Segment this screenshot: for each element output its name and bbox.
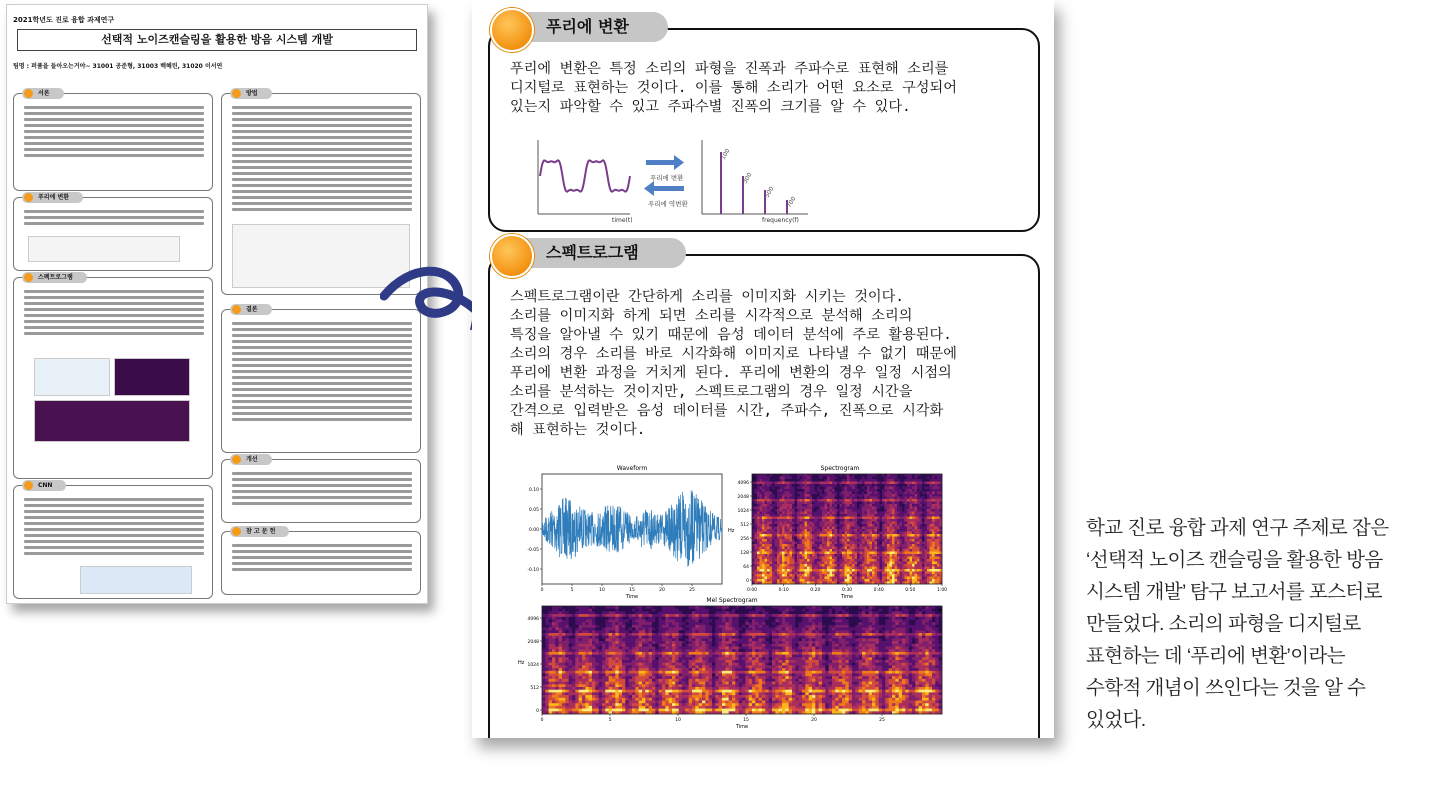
- tick-label: 2048: [527, 639, 539, 645]
- poster-tab-cnn: CNN: [22, 480, 66, 491]
- tick-label: 0.00: [528, 527, 539, 533]
- spectrogram-tab-dot: [490, 234, 534, 278]
- tick-label: 0: [536, 708, 539, 714]
- tick-label: 15: [629, 588, 635, 593]
- mel-ylabel: Hz: [518, 660, 525, 666]
- poster-fourier-image: [28, 236, 180, 262]
- poster-tab-result: 결론: [230, 304, 272, 315]
- tick-label: 0:30: [841, 588, 853, 593]
- poster-section-reflection: [221, 456, 421, 523]
- tick-label: 20: [811, 718, 817, 723]
- spectrogram-ylabel: Hz: [728, 528, 735, 534]
- time-axis-label: time(t): [612, 217, 633, 224]
- tick-label: 0.10: [528, 487, 539, 493]
- waveform-xlabel: Time: [625, 594, 639, 600]
- poster-spectrogram-image: [114, 358, 190, 396]
- tick-label: 256: [740, 536, 749, 542]
- poster-team: 팀명 : 퍼퓸을 들아오는거야~ 31001 공준형, 31003 백혜린, 31020 이서연: [13, 63, 223, 70]
- mel-title: Mel Spectrogram: [706, 597, 758, 604]
- freq-bar-label: 100: [719, 147, 732, 161]
- tick-label: 5: [608, 718, 612, 723]
- poster-section-references: [221, 528, 421, 595]
- tick-label: 1:00: [936, 588, 948, 593]
- tick-label: 4096: [527, 616, 539, 622]
- poster-title: 선택적 노이즈캔슬링을 활용한 방음 시스템 개발: [17, 29, 417, 51]
- tick-label: 5: [570, 588, 574, 593]
- poster-section-spectrogram: [13, 274, 213, 479]
- poster-header: 2021학년도 진로 융합 과제연구: [13, 16, 115, 24]
- spectrogram-text: 스펙트로그램이란 간단하게 소리를 이미지화 시키는 것이다. 소리를 이미지화 하게 되면 소리를 시각적으로 분석해 소리의 특징을 알아낼 수 있기 때문에 음성 데이터 분석에 주로 활용된다. 소리의 경우 소리를 바로 시각화해 이미지로 나타낼 수 없기 때문에 푸리에 변환 과정을 거치게 된다. 푸리에 변환의 경우 일정 시점의 소리를 분석하는 것이지만, 스펙트로그램의 경우 일정 시간을 간격으로 입력받은 음성 데이터를 시간, 주파수, 진폭으로 시각화 해 표현하는 것이다.: [510, 289, 957, 438]
- poster-tab-spectrogram: 스펙트로그램: [22, 272, 87, 283]
- caption-text: 학교 진로 융합 과제 연구 주제로 잡은 ‘선택적 노이즈 캔슬링을 활용한 방음 시스템 개발’ 탐구 보고서를 포스터로 만들었다. 소리의 파형을 디지털로 표현하는 데 ‘푸리에 변환’이라는 수학적 개념이 쓰인다는 것을 알 수 있었다.: [1086, 517, 1389, 731]
- fourier-diagram: [532, 136, 1012, 226]
- poster-tab-fourier: 푸리에 변환: [22, 192, 83, 203]
- poster-mel-image: [34, 400, 190, 442]
- tick-label: 15: [743, 718, 749, 723]
- inverse-transform-label: 푸리에 역변환: [648, 200, 688, 208]
- spectrogram-title: Spectrogram: [820, 465, 860, 472]
- fourier-tab: 푸리에 변환: [494, 12, 668, 42]
- poster-section-fourier: [13, 194, 213, 271]
- tick-label: 25: [879, 718, 885, 723]
- tick-label: 0: [746, 578, 749, 584]
- tick-label: 0:40: [873, 588, 884, 593]
- forward-transform-label: 푸리에 변환: [650, 174, 684, 182]
- waveform-plot: [512, 462, 742, 602]
- freq-bar-label: 700: [785, 195, 798, 209]
- poster-section-cnn: [13, 482, 213, 599]
- tick-label: 10: [675, 718, 681, 723]
- poster-tab-method: 방법: [230, 88, 272, 99]
- poster-tab-references: 참 고 문 헌: [230, 526, 289, 537]
- waveform-title: Waveform: [616, 465, 648, 472]
- tick-label: 512: [740, 522, 749, 528]
- freq-bar-label: 300: [741, 171, 754, 185]
- spectrogram-plot: [722, 462, 952, 602]
- poster-tab-intro: 서론: [22, 88, 64, 99]
- tick-label: 1024: [527, 662, 539, 668]
- fourier-text: 푸리에 변환은 특정 소리의 파형을 진폭과 주파수로 표현해 소리를 디지털로 표현하는 것이다. 이를 통해 소리가 어떤 요소로 구성되어 있는지 파악할 수 있고 주파수별 진폭의 크기를 알 수 있다.: [510, 61, 957, 115]
- spectrogram-tab: 스펙트로그램: [494, 238, 686, 268]
- freq-axis-label: frequency(f): [762, 217, 799, 224]
- tick-label: 0:10: [778, 588, 789, 593]
- tick-label: 10: [599, 588, 605, 593]
- tick-label: 0:20: [810, 588, 821, 593]
- tick-label: 0: [540, 718, 544, 723]
- enlarged-poster-panel: [472, 0, 1054, 738]
- tick-label: 128: [740, 550, 749, 556]
- tick-label: -0.10: [527, 567, 539, 573]
- tick-label: 0:50: [905, 588, 916, 593]
- fourier-tab-dot: [490, 8, 534, 52]
- mel-xlabel: Time: [735, 724, 749, 730]
- poster-tab-reflection: 개선: [230, 454, 272, 465]
- freq-bar: [720, 152, 722, 214]
- spectrogram-xlabel: Time: [840, 594, 854, 600]
- tick-label: -0.05: [527, 547, 539, 553]
- tick-label: 25: [689, 588, 695, 593]
- freq-bar-label: 500: [763, 185, 776, 199]
- tick-label: 64: [743, 564, 749, 570]
- poster-waveform-image: [34, 358, 110, 396]
- tick-label: 0:00: [746, 588, 758, 593]
- tick-label: 512: [530, 685, 539, 691]
- mel-spectrogram-plot: [512, 594, 952, 734]
- tick-label: 1024: [737, 508, 749, 514]
- poster-thumbnail: [6, 4, 428, 604]
- tick-label: 0.05: [528, 507, 539, 513]
- tick-label: 20: [659, 588, 665, 593]
- poster-section-intro: [13, 90, 213, 191]
- tick-label: 2048: [737, 494, 749, 500]
- poster-cnn-image: [80, 566, 192, 594]
- tick-label: 4096: [737, 480, 749, 486]
- tick-label: 0: [540, 588, 544, 593]
